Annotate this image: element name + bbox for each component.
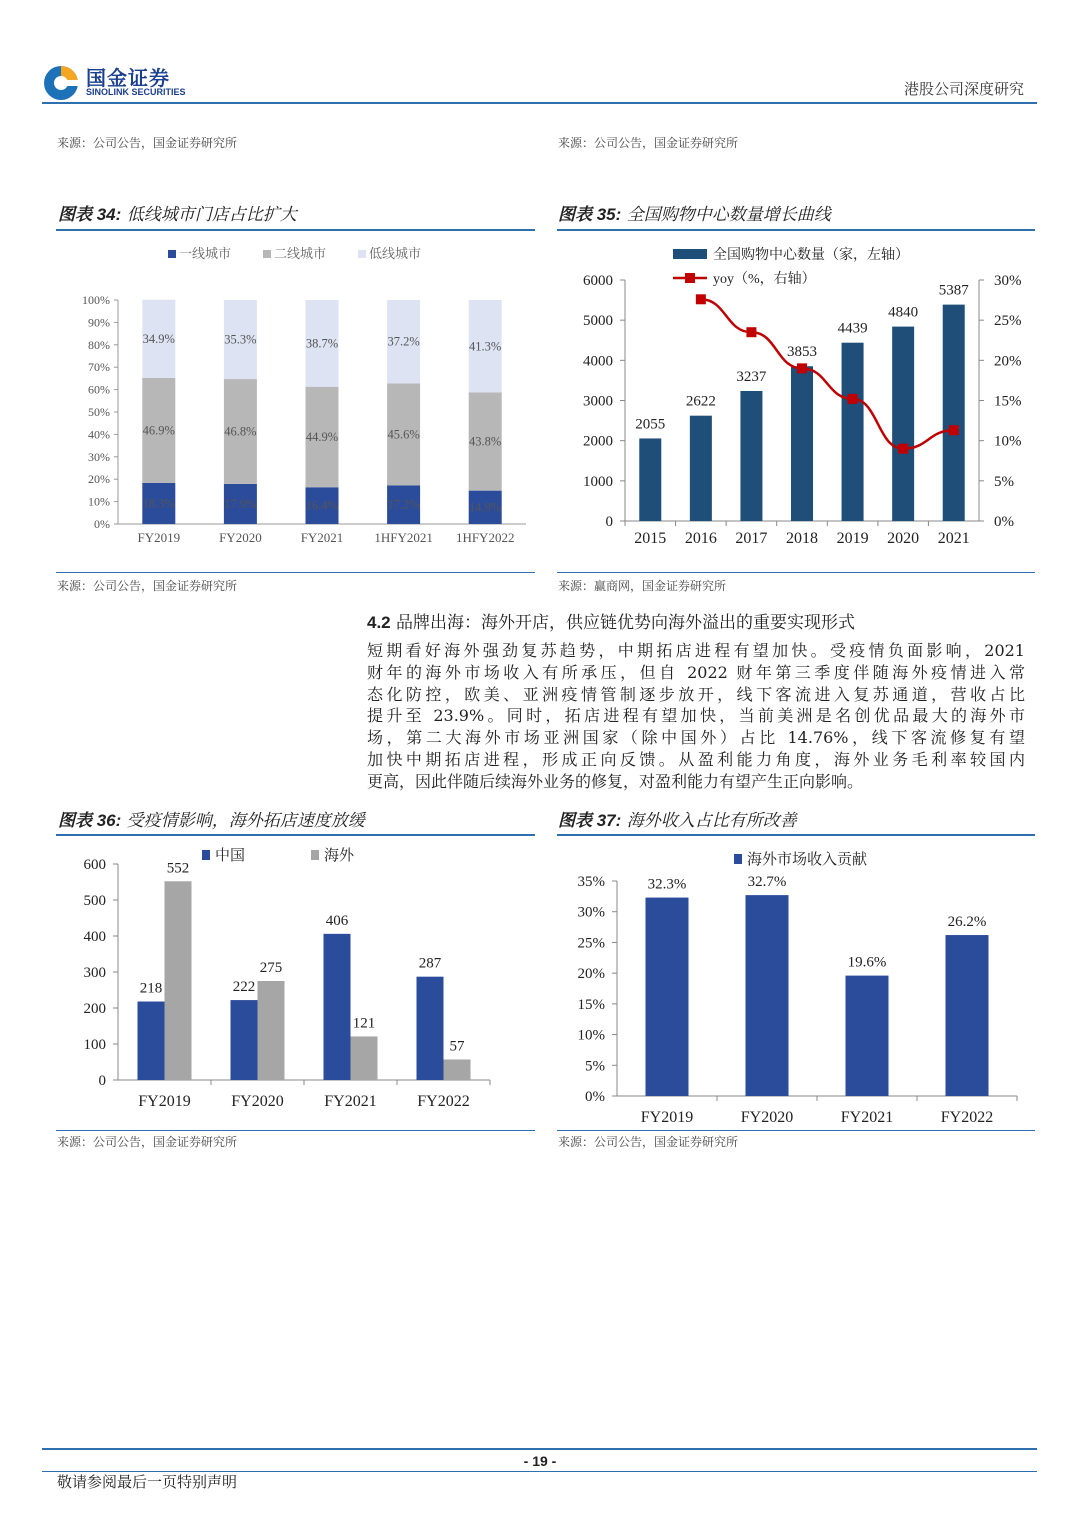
data-label: 3237 xyxy=(736,368,767,385)
figure-caption: 海外收入占比有所改善 xyxy=(626,811,797,831)
y-tick-label: 2000 xyxy=(583,433,613,450)
legend-swatch xyxy=(358,250,366,258)
figure-bottom-rule xyxy=(56,572,535,573)
x-tick-label: 2016 xyxy=(684,530,717,547)
y-tick-label: 40% xyxy=(88,427,110,442)
y-tick-label: 70% xyxy=(88,360,110,375)
data-label: 17.2% xyxy=(387,497,420,512)
paragraph-line: 加快中期拓店进程，形成正向反馈。从盈利能力角度，海外业务毛利率较国内 xyxy=(367,749,1025,769)
source-note: 来源：公司公告，国金证券研究所 xyxy=(558,1135,739,1149)
data-label: 2055 xyxy=(635,416,666,433)
figure-caption: 受疫情影响，海外拓店速度放缓 xyxy=(126,811,365,831)
x-tick-label: 1HFY2022 xyxy=(455,530,515,545)
source-note: 来源：赢商网，国金证券研究所 xyxy=(558,579,727,593)
legend-label: 海外 xyxy=(324,848,355,864)
data-label: 46.8% xyxy=(224,424,257,439)
y-tick-label: 5% xyxy=(585,1058,605,1075)
y-tick-label: 0% xyxy=(585,1089,605,1105)
y-tick-label: 100 xyxy=(83,1037,106,1053)
x-tick-label: FY2020 xyxy=(231,1093,284,1110)
bar xyxy=(324,934,351,1080)
y-tick-label: 20% xyxy=(88,472,110,487)
data-label: 57 xyxy=(449,1038,465,1055)
bar xyxy=(740,391,762,521)
paragraph-line: 场，第二大海外市场亚洲国家（除中国外）占比 14.76%，线下客流修复有望 xyxy=(367,728,1025,748)
figure-number: 图表 35: xyxy=(558,205,622,224)
y-tick-label: 600 xyxy=(83,857,106,873)
y-tick-label: 30% xyxy=(88,449,110,464)
data-label: 38.7% xyxy=(305,336,339,351)
data-label: 17.9% xyxy=(224,496,257,511)
data-label: 222 xyxy=(232,979,256,996)
legend-label: 海外市场收入贡献 xyxy=(747,852,868,868)
chart-overseas-revenue xyxy=(557,838,1035,1128)
legend-swatch xyxy=(311,850,319,860)
data-label: 5387 xyxy=(938,282,969,299)
bar xyxy=(444,1059,471,1080)
y-tick-label-right: 0% xyxy=(994,514,1014,530)
figure-title-rule xyxy=(557,229,1035,231)
figure-bottom-rule xyxy=(557,572,1035,573)
legend-label: 二线城市 xyxy=(274,246,327,261)
figure-title xyxy=(58,200,297,225)
yoy-marker xyxy=(898,444,908,454)
bar xyxy=(892,327,914,521)
x-tick-label: FY2022 xyxy=(940,1109,994,1126)
data-label: 46.9% xyxy=(142,423,175,438)
y-tick-label: 25% xyxy=(577,935,605,952)
data-label: 2622 xyxy=(685,393,716,410)
x-tick-label: 2021 xyxy=(937,530,970,547)
y-tick-label: 3000 xyxy=(583,393,613,410)
legend-label: 全国购物中心数量（家，左轴） xyxy=(713,248,909,263)
logo-cn: 国金证券 xyxy=(86,66,170,90)
x-tick-label: FY2022 xyxy=(417,1093,470,1110)
legend-marker xyxy=(685,273,695,283)
logo-icon xyxy=(42,64,80,102)
legend-label: 中国 xyxy=(215,848,246,864)
y-tick-label: 90% xyxy=(88,315,110,330)
y-tick-label: 60% xyxy=(88,382,110,397)
data-label: 41.3% xyxy=(469,339,502,354)
logo xyxy=(42,62,202,102)
data-label: 4840 xyxy=(888,304,919,321)
chart-store-openings xyxy=(56,838,535,1128)
figure-title-rule xyxy=(557,834,1035,836)
logo-en: SINOLINK SECURITIES xyxy=(86,87,186,97)
data-label: 35.3% xyxy=(224,332,257,347)
data-label: 121 xyxy=(352,1015,376,1032)
section-number: 4.2 xyxy=(367,613,391,632)
legend-swatch xyxy=(263,250,271,258)
y-tick-label: 15% xyxy=(577,996,605,1013)
x-tick-label: FY2019 xyxy=(137,530,181,545)
bar xyxy=(351,1036,378,1080)
data-label: 275 xyxy=(259,960,283,976)
y-tick-label: 35% xyxy=(577,874,605,890)
legend-label: 低线城市 xyxy=(369,246,422,261)
legend-swatch xyxy=(202,850,210,860)
x-tick-label: FY2019 xyxy=(138,1093,191,1110)
data-label: 552 xyxy=(166,860,190,877)
data-label: 43.8% xyxy=(469,434,502,449)
yoy-marker xyxy=(746,327,756,337)
y-tick-label: 6000 xyxy=(583,273,613,289)
yoy-marker xyxy=(949,425,959,435)
y-tick-label: 20% xyxy=(577,966,605,983)
chart-store-share xyxy=(56,232,535,570)
source-note: 来源：公司公告，国金证券研究所 xyxy=(57,579,238,593)
y-tick-label: 5000 xyxy=(583,313,613,330)
y-tick-label: 0 xyxy=(605,514,613,530)
x-tick-label: 2017 xyxy=(735,530,768,547)
bar xyxy=(258,981,285,1080)
paragraph-line: 财年的海外市场收入有所承压，但自 2022 财年第三季度伴随海外疫情进入常 xyxy=(367,662,1025,682)
y-tick-label: 0 xyxy=(98,1073,106,1089)
x-tick-label: FY2020 xyxy=(219,530,262,545)
x-tick-label: FY2021 xyxy=(840,1109,894,1126)
legend-label: yoy（%，右轴） xyxy=(713,272,816,287)
source-note: 来源：公司公告，国金证券研究所 xyxy=(57,136,238,150)
x-tick-label: 2019 xyxy=(836,530,869,547)
bar xyxy=(746,895,789,1096)
yoy-marker xyxy=(696,294,706,304)
data-label: 34.9% xyxy=(142,331,175,346)
bar xyxy=(639,438,661,521)
y-tick-label-right: 10% xyxy=(994,433,1022,450)
bar xyxy=(943,305,965,521)
y-tick-label: 300 xyxy=(83,965,106,981)
bar xyxy=(231,1000,258,1080)
figure-bottom-rule xyxy=(557,1130,1035,1131)
y-tick-label: 10% xyxy=(577,1027,605,1044)
legend-swatch xyxy=(168,250,176,258)
bar xyxy=(690,416,712,521)
data-label: 16.4% xyxy=(305,498,339,513)
yoy-marker xyxy=(797,363,807,373)
data-label: 32.7% xyxy=(747,874,787,891)
paragraph-line: 更高，因此伴随后续海外业务的修复，对盈利能力有望产生正向影响。 xyxy=(367,771,864,791)
figure-bottom-rule xyxy=(56,1130,535,1131)
figure-title-rule xyxy=(56,834,535,836)
legend-swatch xyxy=(734,854,742,864)
y-tick-label-right: 20% xyxy=(994,353,1022,370)
figure-title xyxy=(58,806,365,831)
figure-title-rule xyxy=(56,229,535,231)
x-tick-label: FY2021 xyxy=(324,1093,377,1110)
yoy-marker xyxy=(848,394,858,404)
data-label: 37.2% xyxy=(387,334,420,349)
data-label: 18.3% xyxy=(142,496,175,511)
data-label: 44.9% xyxy=(305,429,339,444)
figure-number: 图表 37: xyxy=(558,811,622,830)
y-tick-label-right: 15% xyxy=(994,393,1022,410)
y-tick-label: 200 xyxy=(83,1001,106,1017)
x-tick-label: 2020 xyxy=(887,530,920,547)
bar xyxy=(138,1002,165,1080)
x-tick-label: FY2019 xyxy=(640,1109,694,1126)
y-tick-label: 4000 xyxy=(583,353,613,370)
y-tick-label: 50% xyxy=(88,405,110,419)
bar xyxy=(946,935,989,1096)
header-rule xyxy=(42,102,1037,104)
x-tick-label: FY2020 xyxy=(740,1109,794,1126)
figure-title xyxy=(558,806,797,831)
bar xyxy=(646,898,689,1096)
data-label: 19.6% xyxy=(847,954,887,971)
footer-rule xyxy=(42,1448,1037,1450)
section-heading xyxy=(367,608,855,633)
data-label: 4439 xyxy=(837,320,868,337)
bar xyxy=(417,977,444,1080)
y-tick-label: 80% xyxy=(88,337,110,352)
data-label: 406 xyxy=(325,912,349,929)
y-tick-label-right: 5% xyxy=(994,473,1014,490)
data-label: 32.3% xyxy=(647,876,687,893)
source-note: 来源：公司公告，国金证券研究所 xyxy=(558,136,739,150)
source-note: 来源：公司公告，国金证券研究所 xyxy=(57,1135,238,1149)
data-label: 14.9% xyxy=(469,500,502,515)
bar xyxy=(791,366,813,521)
y-tick-label: 100% xyxy=(82,293,110,307)
paragraph-line: 提升至 23.9%。同时，拓店进程有望加快，当前美洲是名创优品最大的海外市 xyxy=(367,706,1025,726)
disclaimer-link[interactable]: 敬请参阅最后一页特别声明 xyxy=(57,1473,238,1491)
figure-caption: 低线城市门店占比扩大 xyxy=(126,205,297,225)
figure-number: 图表 36: xyxy=(58,811,122,830)
data-label: 287 xyxy=(418,955,442,972)
chart-mall-count xyxy=(557,232,1035,570)
figure-number: 图表 34: xyxy=(58,205,122,224)
x-tick-label: 1HFY2021 xyxy=(374,530,433,545)
legend-label: 一线城市 xyxy=(179,246,232,261)
paragraph-line: 短期看好海外强劲复苏趋势，中期拓店进程有望加快。受疫情负面影响，2021 xyxy=(367,641,1025,660)
y-tick-label: 1000 xyxy=(583,473,613,490)
y-tick-label-right: 25% xyxy=(994,313,1022,330)
data-label: 45.6% xyxy=(387,427,420,442)
bar xyxy=(846,976,889,1096)
y-tick-label: 10% xyxy=(88,494,110,509)
y-tick-label: 500 xyxy=(83,893,106,909)
y-tick-label-right: 30% xyxy=(994,273,1022,289)
bar xyxy=(842,343,864,521)
report-type: 港股公司深度研究 xyxy=(903,80,1024,98)
data-label: 26.2% xyxy=(947,914,987,931)
data-label: 3853 xyxy=(787,344,817,361)
bar xyxy=(165,881,192,1080)
page-number: - 19 - xyxy=(523,1453,557,1469)
figure-caption: 全国购物中心数量增长曲线 xyxy=(626,205,831,225)
y-tick-label: 30% xyxy=(577,904,605,921)
y-tick-label: 400 xyxy=(83,929,106,945)
x-tick-label: FY2021 xyxy=(300,530,344,545)
body-paragraph xyxy=(367,640,1025,793)
section-title: 品牌出海：海外开店，供应链优势向海外溢出的重要实现形式 xyxy=(396,613,856,633)
figure-title xyxy=(558,200,831,225)
y-tick-label: 0% xyxy=(94,517,110,531)
legend-swatch xyxy=(673,249,707,259)
x-tick-label: 2018 xyxy=(786,530,818,547)
paragraph-line: 态化防控，欧美、亚洲疫情管制逐步放开，线下客流进入复苏通道，营收占比 xyxy=(367,684,1025,704)
x-tick-label: 2015 xyxy=(634,530,667,547)
data-label: 218 xyxy=(139,980,163,997)
